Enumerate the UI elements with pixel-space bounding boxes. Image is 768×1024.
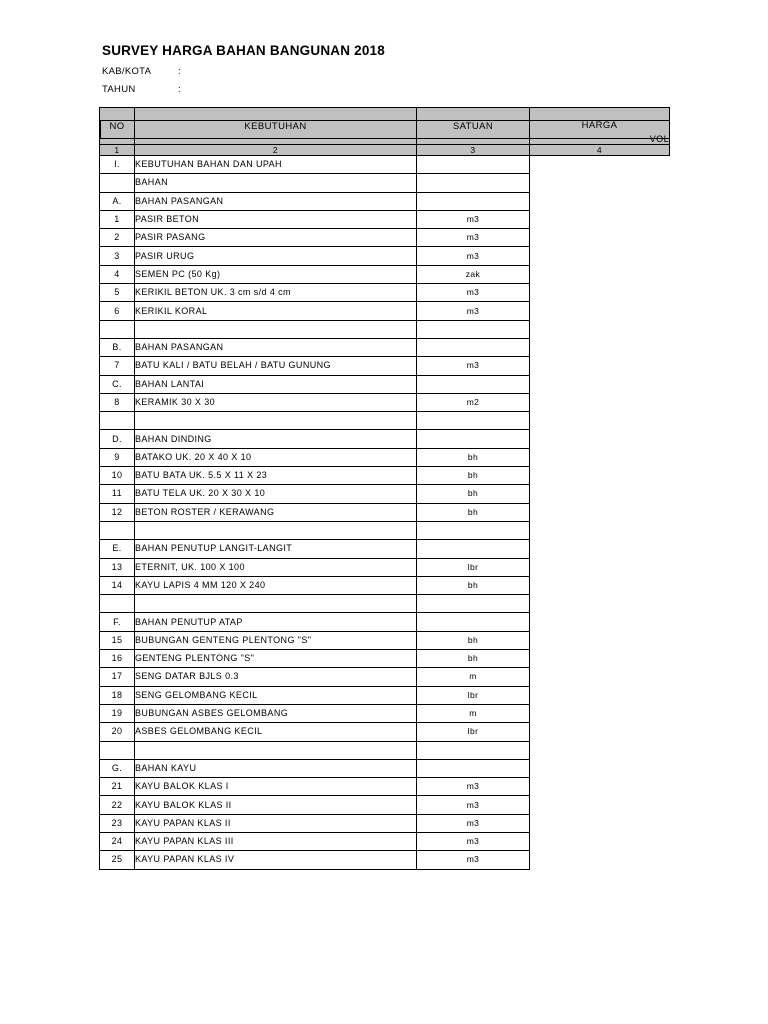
table-row bbox=[100, 595, 670, 613]
table-row bbox=[100, 192, 670, 210]
document-title: SURVEY HARGA BAHAN BANGUNAN 2018 bbox=[102, 43, 385, 58]
row-unit: lbr bbox=[417, 723, 530, 741]
row-item: BAHAN PASANGAN bbox=[135, 338, 417, 356]
header-harga: HARGA bbox=[581, 120, 618, 131]
table-row bbox=[100, 814, 670, 832]
row-no bbox=[100, 521, 135, 539]
row-item: SEMEN PC (50 Kg) bbox=[135, 265, 417, 283]
row-no: 14 bbox=[100, 576, 135, 594]
row-item: KAYU PAPAN KLAS II bbox=[135, 814, 417, 832]
row-item bbox=[135, 320, 417, 338]
row-no: 4 bbox=[100, 265, 135, 283]
row-unit: m2 bbox=[417, 393, 530, 411]
row-unit: bh bbox=[417, 576, 530, 594]
row-item: BUBUNGAN GENTENG PLENTONG "S" bbox=[135, 631, 417, 649]
header-num-3: 3 bbox=[417, 145, 530, 156]
row-no: F. bbox=[100, 613, 135, 631]
row-unit: bh bbox=[417, 485, 530, 503]
row-no: 24 bbox=[100, 832, 135, 850]
row-item: ASBES GELOMBANG KECIL bbox=[135, 723, 417, 741]
row-item: SENG DATAR BJLS 0.3 bbox=[135, 668, 417, 686]
table-row bbox=[100, 832, 670, 850]
table-row bbox=[100, 851, 670, 869]
table-row bbox=[100, 503, 670, 521]
row-unit bbox=[417, 759, 530, 777]
table-row bbox=[100, 156, 670, 174]
row-item: BAHAN LANTAI bbox=[135, 375, 417, 393]
table-row bbox=[100, 467, 670, 485]
row-item: PASIR BETON bbox=[135, 210, 417, 228]
row-unit: m3 bbox=[417, 247, 530, 265]
table-row bbox=[100, 393, 670, 411]
row-unit: m bbox=[417, 668, 530, 686]
row-no: G. bbox=[100, 759, 135, 777]
row-no: A. bbox=[100, 192, 135, 210]
table-row bbox=[100, 686, 670, 704]
table-row bbox=[100, 521, 670, 539]
row-no: 3 bbox=[100, 247, 135, 265]
row-item: BAHAN KAYU bbox=[135, 759, 417, 777]
row-no: 22 bbox=[100, 796, 135, 814]
row-no bbox=[100, 412, 135, 430]
table-row bbox=[100, 247, 670, 265]
row-unit bbox=[417, 156, 530, 174]
table-row bbox=[100, 265, 670, 283]
table-row bbox=[100, 741, 670, 759]
row-item: BAHAN DINDING bbox=[135, 430, 417, 448]
row-no: E. bbox=[100, 540, 135, 558]
row-item: GENTENG PLENTONG "S" bbox=[135, 650, 417, 668]
table-row bbox=[100, 613, 670, 631]
row-unit bbox=[417, 338, 530, 356]
table-row bbox=[100, 320, 670, 338]
row-unit: m3 bbox=[417, 284, 530, 302]
row-no: B. bbox=[100, 338, 135, 356]
row-item: BATU KALI / BATU BELAH / BATU GUNUNG bbox=[135, 357, 417, 375]
row-no: 2 bbox=[100, 229, 135, 247]
table-row bbox=[100, 540, 670, 558]
table-row bbox=[100, 430, 670, 448]
table-row bbox=[100, 448, 670, 466]
header-satuan: SATUAN bbox=[417, 108, 530, 145]
row-no: C. bbox=[100, 375, 135, 393]
row-unit: m3 bbox=[417, 851, 530, 869]
row-no: 23 bbox=[100, 814, 135, 832]
header-vol: VOL bbox=[649, 134, 669, 144]
meta-label: KAB/KOTA bbox=[102, 66, 152, 77]
header-no: NO bbox=[100, 108, 135, 145]
table-row bbox=[100, 576, 670, 594]
meta-label: TAHUN bbox=[102, 84, 136, 95]
table-row bbox=[100, 229, 670, 247]
table-row bbox=[100, 668, 670, 686]
table-row bbox=[100, 796, 670, 814]
table-row bbox=[100, 631, 670, 649]
table-row bbox=[100, 723, 670, 741]
row-no: 15 bbox=[100, 631, 135, 649]
table-body bbox=[100, 156, 670, 870]
row-unit: m3 bbox=[417, 796, 530, 814]
row-unit: m bbox=[417, 704, 530, 722]
row-unit bbox=[417, 540, 530, 558]
row-unit: m3 bbox=[417, 229, 530, 247]
row-unit bbox=[417, 320, 530, 338]
row-no: 5 bbox=[100, 284, 135, 302]
row-no: D. bbox=[100, 430, 135, 448]
row-no: 16 bbox=[100, 650, 135, 668]
row-no: 8 bbox=[100, 393, 135, 411]
table-row bbox=[100, 357, 670, 375]
row-unit: lbr bbox=[417, 558, 530, 576]
row-unit: m3 bbox=[417, 832, 530, 850]
row-item: SENG GELOMBANG KECIL bbox=[135, 686, 417, 704]
row-unit: lbr bbox=[417, 686, 530, 704]
row-no bbox=[100, 320, 135, 338]
table-row bbox=[100, 704, 670, 722]
row-item bbox=[135, 595, 417, 613]
row-unit: bh bbox=[417, 650, 530, 668]
row-item: BAHAN bbox=[135, 174, 417, 192]
table-row bbox=[100, 759, 670, 777]
row-no: 18 bbox=[100, 686, 135, 704]
row-item: KEBUTUHAN BAHAN DAN UPAH bbox=[135, 156, 417, 174]
row-unit bbox=[417, 613, 530, 631]
row-unit bbox=[417, 412, 530, 430]
row-item: BUBUNGAN ASBES GELOMBANG bbox=[135, 704, 417, 722]
row-unit bbox=[417, 174, 530, 192]
row-unit: bh bbox=[417, 631, 530, 649]
row-unit: bh bbox=[417, 467, 530, 485]
row-unit: m3 bbox=[417, 778, 530, 796]
row-unit bbox=[417, 430, 530, 448]
row-item: KAYU PAPAN KLAS IV bbox=[135, 851, 417, 869]
row-no: 25 bbox=[100, 851, 135, 869]
row-no: I. bbox=[100, 156, 135, 174]
row-unit: m3 bbox=[417, 210, 530, 228]
row-item: BAHAN PASANGAN bbox=[135, 192, 417, 210]
row-unit: m3 bbox=[417, 814, 530, 832]
header-kebutuhan: KEBUTUHAN bbox=[135, 108, 417, 145]
row-item: KAYU BALOK KLAS II bbox=[135, 796, 417, 814]
table-row bbox=[100, 558, 670, 576]
row-unit: bh bbox=[417, 503, 530, 521]
row-item: BATU TELA UK. 20 X 30 X 10 bbox=[135, 485, 417, 503]
row-unit: m3 bbox=[417, 302, 530, 320]
row-price bbox=[100, 120, 670, 139]
row-item: PASIR PASANG bbox=[135, 229, 417, 247]
row-no bbox=[100, 741, 135, 759]
row-no bbox=[100, 595, 135, 613]
row-item bbox=[135, 412, 417, 430]
table-row bbox=[100, 338, 670, 356]
row-unit: zak bbox=[417, 265, 530, 283]
table-row bbox=[100, 284, 670, 302]
row-unit bbox=[417, 521, 530, 539]
row-no: 7 bbox=[100, 357, 135, 375]
row-item: KAYU PAPAN KLAS III bbox=[135, 832, 417, 850]
table-row bbox=[100, 650, 670, 668]
row-unit: m3 bbox=[417, 357, 530, 375]
row-unit bbox=[417, 192, 530, 210]
row-unit: bh bbox=[417, 448, 530, 466]
row-no: 1 bbox=[100, 210, 135, 228]
table-row bbox=[100, 174, 670, 192]
row-no: 17 bbox=[100, 668, 135, 686]
row-no: 9 bbox=[100, 448, 135, 466]
row-no: 13 bbox=[100, 558, 135, 576]
row-no: 20 bbox=[100, 723, 135, 741]
row-item: BAHAN PENUTUP ATAP bbox=[135, 613, 417, 631]
row-no: 11 bbox=[100, 485, 135, 503]
meta-colon: : bbox=[178, 66, 181, 77]
table-row bbox=[100, 778, 670, 796]
row-item: BETON ROSTER / KERAWANG bbox=[135, 503, 417, 521]
row-item bbox=[135, 521, 417, 539]
row-item: BATU BATA UK. 5.5 X 11 X 23 bbox=[135, 467, 417, 485]
row-no: 19 bbox=[100, 704, 135, 722]
row-no: 10 bbox=[100, 467, 135, 485]
row-no: 12 bbox=[100, 503, 135, 521]
row-item: KERIKIL KORAL bbox=[135, 302, 417, 320]
row-no: 6 bbox=[100, 302, 135, 320]
table-row bbox=[100, 485, 670, 503]
table-row bbox=[100, 375, 670, 393]
header-num-4: 4 bbox=[530, 145, 670, 156]
row-no bbox=[100, 174, 135, 192]
header-num-2: 2 bbox=[135, 145, 417, 156]
table-row bbox=[100, 210, 670, 228]
row-item: KAYU BALOK KLAS I bbox=[135, 778, 417, 796]
table-row bbox=[100, 302, 670, 320]
meta-colon: : bbox=[178, 84, 181, 95]
row-item: KAYU LAPIS 4 MM 120 X 240 bbox=[135, 576, 417, 594]
row-unit bbox=[417, 375, 530, 393]
row-item bbox=[135, 741, 417, 759]
survey-table bbox=[99, 107, 670, 870]
row-unit bbox=[417, 741, 530, 759]
row-item: KERAMIK 30 X 30 bbox=[135, 393, 417, 411]
row-item: PASIR URUG bbox=[135, 247, 417, 265]
row-no: 21 bbox=[100, 778, 135, 796]
row-item: BAHAN PENUTUP LANGIT-LANGIT bbox=[135, 540, 417, 558]
meta-tahun bbox=[102, 84, 181, 95]
meta-kab-kota bbox=[102, 66, 181, 77]
table-row bbox=[100, 412, 670, 430]
row-item: ETERNIT, UK. 100 X 100 bbox=[135, 558, 417, 576]
row-item: KERIKIL BETON UK. 3 cm s/d 4 cm bbox=[135, 284, 417, 302]
header-num-1: 1 bbox=[100, 145, 135, 156]
row-item: BATAKO UK. 20 X 40 X 10 bbox=[135, 448, 417, 466]
row-unit bbox=[417, 595, 530, 613]
